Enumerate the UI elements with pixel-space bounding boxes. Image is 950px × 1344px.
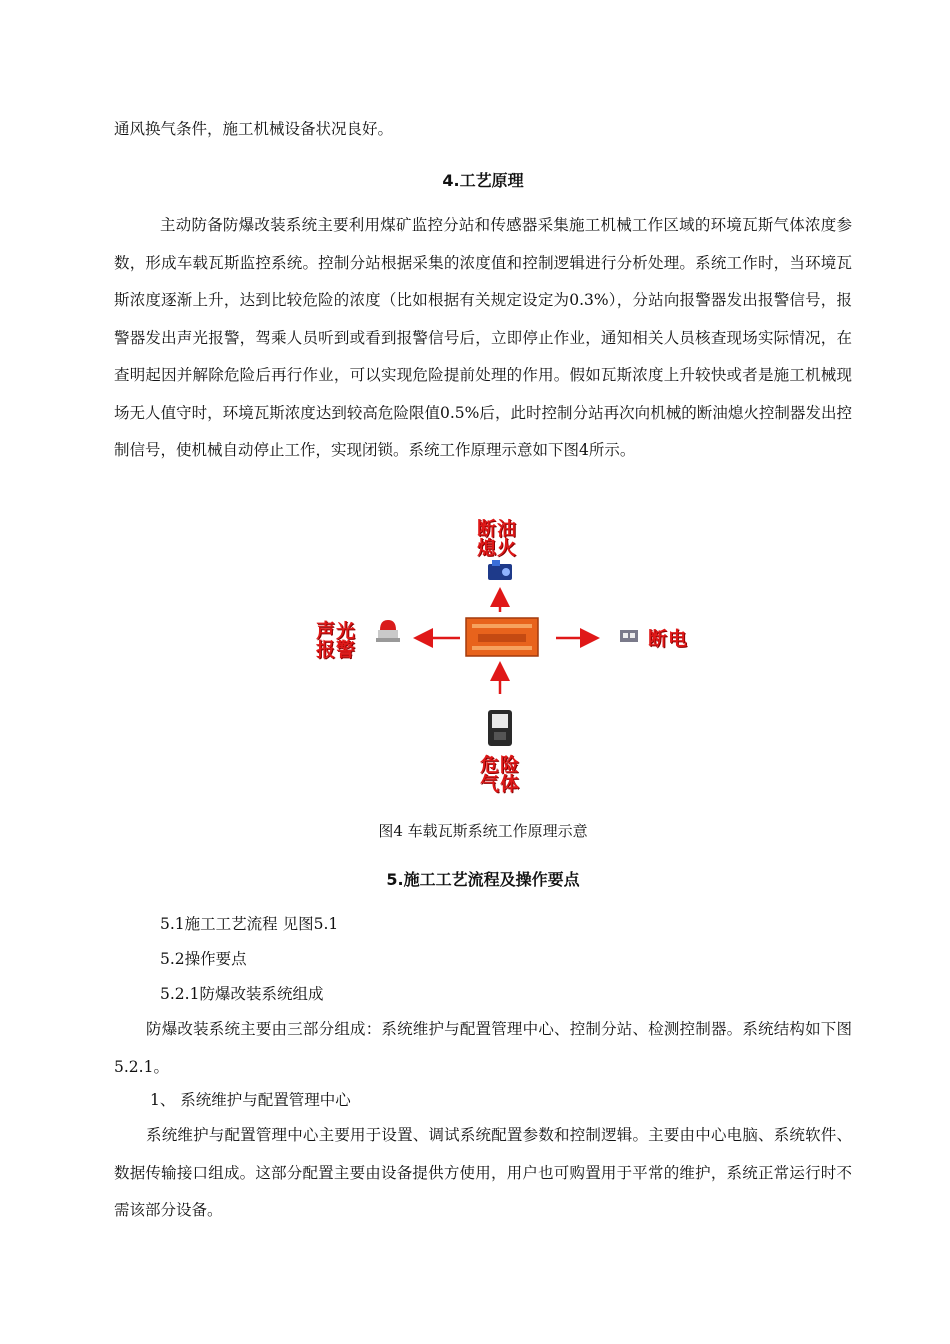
power-cut-device-icon xyxy=(620,630,638,642)
item-5-2-1: 5.2.1防爆改装系统组成 xyxy=(160,985,324,1003)
figure-4-diagram xyxy=(300,512,700,802)
item-5-2: 5.2操作要点 xyxy=(160,950,247,968)
section-5-paragraph-2: 系统维护与配置管理中心主要用于设置、调试系统配置参数和控制逻辑。主要由中心电脑、系统软件、数据传输接口组成。这部分配置主要由设备提供方使用，用户也可购置用于平常的维护，系统正常运行时不需该部分设备。 xyxy=(114,1126,852,1219)
label-dangerous-gas: 危险 气体 xyxy=(480,754,521,795)
item-5-1: 5.1施工工艺流程 见图5.1 xyxy=(160,915,339,933)
gas-sensor-icon xyxy=(488,710,512,746)
section-4-paragraph: 主动防备防爆改装系统主要利用煤矿监控分站和传感器采集施工机械工作区域的环境瓦斯气体浓度参数，形成车载瓦斯监控系统。控制分站根据采集的浓度值和控制逻辑进行分析处理。系统工作时，当环境瓦斯浓度逐渐上升，达到比较危险的浓度（比如根据有关规定设定为0.3%），分站向报警器发出报警信号，报警器发出声光报警，驾乘人员听到或看到报警信号后，立即停止作业，通知相关人员核查现场实际情况，在查明起因并解除危险后再行作业，可以实现危险提前处理的作用。假如瓦斯浓度上升较快或者是施工机械现场无人值守时，环境瓦斯浓度达到较高危险限值0.5%后，此时控制分站再次向机械的断油熄火控制器发出控制信号，使机械自动停止工作，实现闭锁。系统工作原理示意如下图4所示。 xyxy=(114,216,852,459)
section-4-heading: 4.工艺原理 xyxy=(442,171,524,190)
alarm-lamp-icon xyxy=(376,620,400,642)
section-5-heading: 5.施工工艺流程及操作要点 xyxy=(386,870,580,889)
label-alarm: 声光 报警 xyxy=(316,620,357,661)
fuel-cutoff-device-icon xyxy=(488,560,512,580)
figure-4-caption: 图4 车载瓦斯系统工作原理示意 xyxy=(378,822,588,840)
control-substation-icon xyxy=(466,618,538,656)
subheading-management-center: 1、 系统维护与配置管理中心 xyxy=(150,1091,351,1109)
section-5-paragraph-1: 防爆改装系统主要由三部分组成：系统维护与配置管理中心、控制分站、检测控制器。系统结构如下图5.2.1。 xyxy=(114,1020,852,1076)
label-fuel-cutoff: 断油 熄火 xyxy=(477,518,518,559)
label-power-off: 断电 xyxy=(648,628,689,650)
intro-line: 通风换气条件，施工机械设备状况良好。 xyxy=(114,120,394,138)
